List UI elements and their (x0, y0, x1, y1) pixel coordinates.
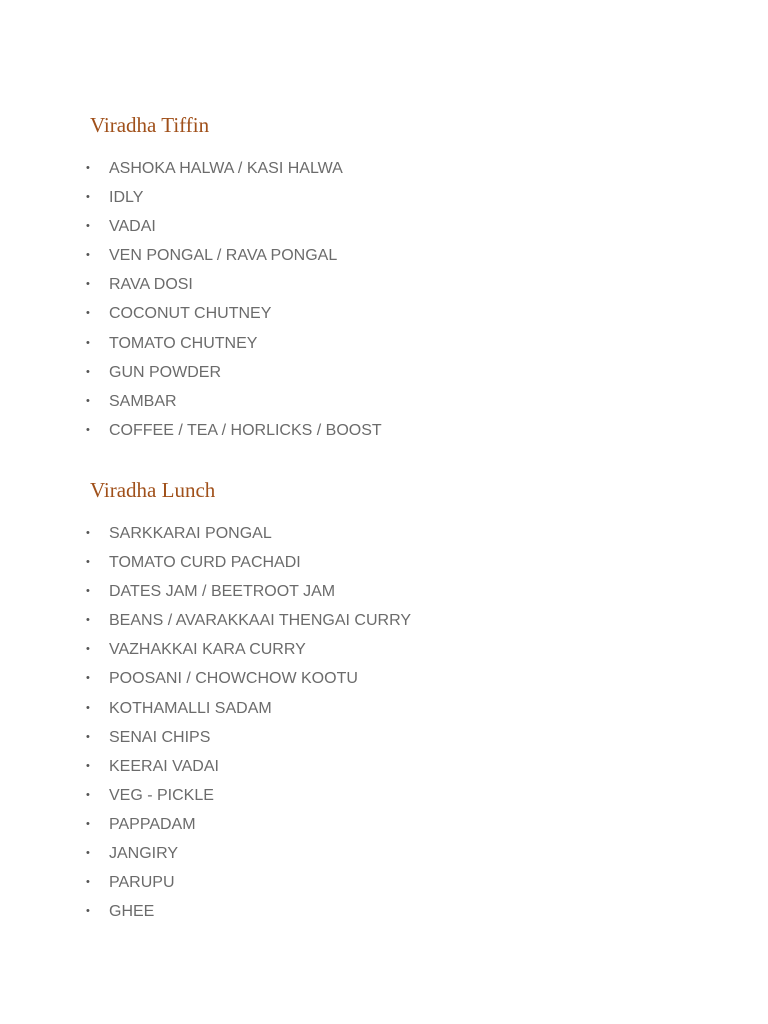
list-item-label: KOTHAMALLI SADAM (109, 699, 272, 717)
list-item-label: SARKKARAI PONGAL (109, 525, 272, 542)
bullet-icon: • (86, 905, 90, 918)
bullet-icon: • (86, 585, 90, 598)
list-item-label: BEANS / AVARAKKAAI THENGAI CURRY (109, 612, 412, 630)
list-item-label: GUN POWDER (109, 363, 221, 381)
bullet-icon: • (86, 278, 90, 291)
list-item-label: IDLY (109, 189, 144, 207)
list-item-label: COCONUT CHUTNEY (109, 305, 272, 323)
bullet-icon: • (86, 643, 90, 656)
list-item-label: VAZHAKKAI KARA CURRY (109, 641, 306, 659)
bullet-icon: • (86, 307, 90, 320)
bullet-icon: • (86, 556, 90, 569)
list-item-label: COFFEE / TEA / HORLICKS / BOOST (109, 421, 382, 439)
list-item-label: ASHOKA HALWA / KASI HALWA (109, 160, 343, 177)
bullet-icon: • (86, 672, 90, 685)
list-item-label: VADAI (109, 218, 156, 236)
bullet-icon: • (86, 249, 90, 262)
bullet-icon: • (86, 701, 90, 714)
list-item-label: POOSANI / CHOWCHOW KOOTU (109, 670, 358, 688)
bullet-icon: • (86, 220, 90, 233)
list-item-label: PARUPU (109, 874, 175, 892)
bullet-icon: • (86, 162, 90, 174)
section-title-tiffin: Viradha Tiffin (90, 113, 210, 137)
bullet-icon: • (86, 394, 90, 407)
bullet-icon: • (86, 788, 90, 801)
list-item-label: DATES JAM / BEETROOT JAM (109, 583, 336, 601)
bullet-icon: • (86, 759, 90, 772)
bullet-icon: • (86, 336, 90, 349)
list-item-label: JANGIRY (109, 845, 179, 863)
bullet-icon: • (86, 817, 90, 830)
list-item-label: GHEE (109, 903, 155, 921)
bullet-icon: • (86, 847, 90, 860)
list-item-label: RAVA DOSI (109, 276, 193, 294)
list-item-label: VEN PONGAL / RAVA PONGAL (109, 247, 338, 265)
list-item-label: SENAI CHIPS (109, 728, 211, 746)
bullet-icon: • (86, 614, 90, 627)
bullet-icon: • (86, 423, 90, 436)
list-item-label: PAPPADAM (109, 815, 196, 833)
list-item-label: TOMATO CHUTNEY (109, 334, 258, 352)
list-item-label: VEG - PICKLE (109, 786, 214, 804)
bullet-icon: • (86, 730, 90, 743)
bullet-icon: • (86, 191, 90, 204)
bullet-icon: • (86, 876, 90, 889)
list-item-label: SAMBAR (109, 392, 177, 410)
bullet-icon: • (86, 365, 90, 378)
list-item-label: KEERAI VADAI (109, 757, 219, 775)
bullet-icon: • (86, 527, 90, 539)
list-item-label: TOMATO CURD PACHADI (109, 554, 301, 572)
section-title-lunch: Viradha Lunch (90, 478, 216, 502)
